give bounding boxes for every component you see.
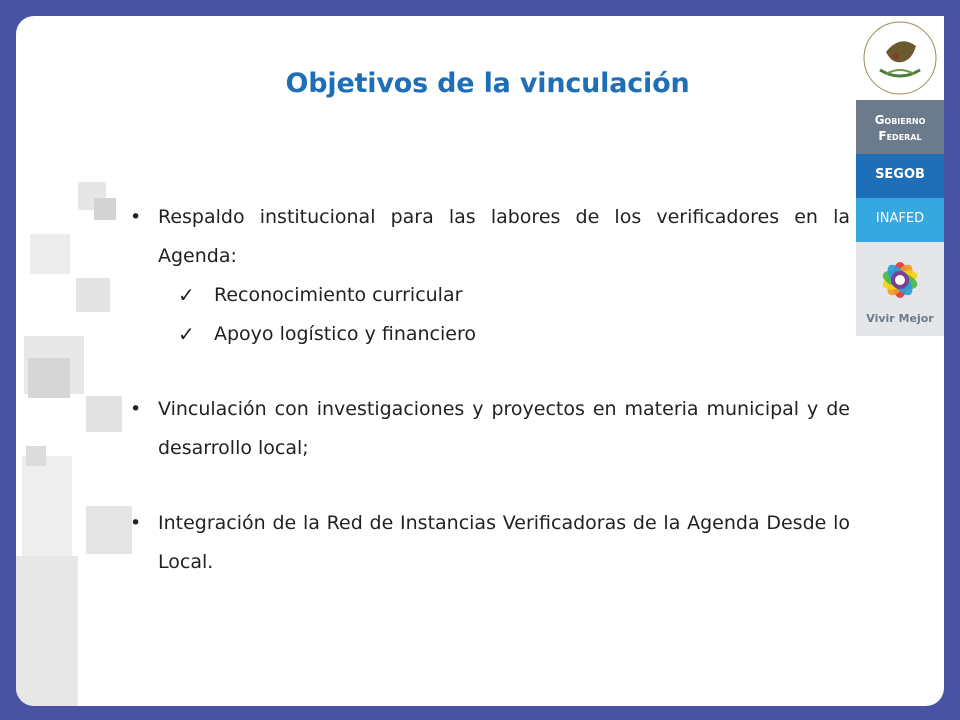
bullet-item: [130, 198, 850, 276]
sub-item-text: Apoyo logístico y financiero: [214, 323, 476, 345]
decorative-square: [28, 358, 70, 398]
decorative-square: [30, 234, 70, 274]
bullet-item: [130, 504, 850, 582]
bullet-dot: •: [130, 512, 142, 534]
bullet-text: Vinculación con investigaciones y proyectos en materia municipal y de desarrollo local;: [158, 398, 850, 459]
bullet-item: [130, 390, 850, 468]
check-icon: ✓: [178, 322, 195, 346]
bullet-text: Respaldo institucional para las labores de los verificadores en la Agenda:: [158, 206, 850, 267]
vivir-mejor-band: [856, 242, 944, 336]
gobierno-federal-band: [856, 100, 944, 154]
check-icon: ✓: [178, 283, 195, 307]
government-logo-panel: [856, 16, 944, 336]
decorative-square: [76, 278, 110, 312]
segob-label: SEGOB: [875, 167, 925, 182]
sub-item: [130, 276, 850, 315]
bullet-dot: •: [130, 398, 142, 420]
sub-item: [130, 315, 850, 354]
bullet-dot: •: [130, 206, 142, 228]
seal-band: [856, 16, 944, 100]
inafed-label: INAFED: [875, 211, 925, 226]
slide-title: Objetivos de la vinculación: [285, 68, 690, 99]
decorative-square: [16, 556, 78, 706]
vivir-mejor-flower-icon: [856, 250, 944, 310]
decorative-square: [94, 198, 116, 220]
decorative-square: [86, 396, 122, 432]
bullet-text: Integración de la Red de Instancias Verificadoras de la Agenda Desde lo Local.: [158, 512, 850, 573]
federal-label: Federal: [878, 129, 922, 143]
decorative-square: [86, 506, 132, 554]
inafed-band: [856, 198, 944, 242]
gobierno-label: Gobierno: [874, 113, 926, 127]
mexican-seal-icon: [856, 16, 944, 100]
bullet-list: [130, 198, 850, 582]
decorative-square: [26, 446, 46, 466]
sub-item-text: Reconocimiento curricular: [214, 284, 463, 306]
segob-band: [856, 154, 944, 198]
vivir-mejor-label: Vivir Mejor: [866, 312, 934, 325]
